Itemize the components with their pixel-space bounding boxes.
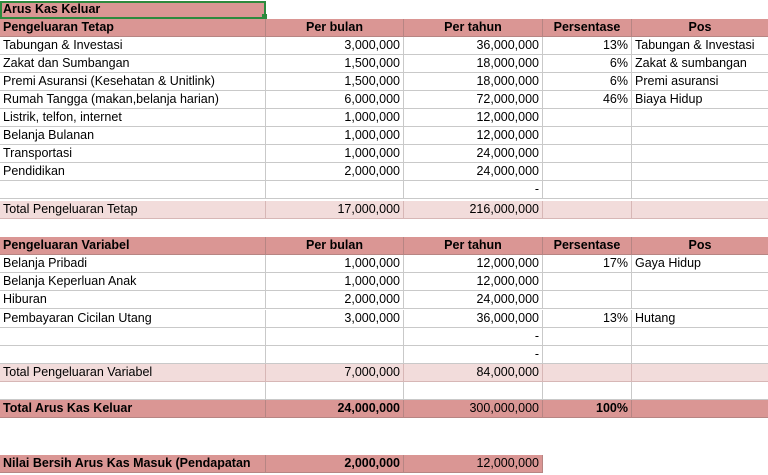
variable-header-yearly[interactable]: Per tahun [404, 237, 543, 255]
variable-total-yearly[interactable]: 84,000,000 [404, 364, 543, 382]
yearly-cell[interactable]: 36,000,000 [404, 310, 543, 328]
category-cell[interactable]: Zakat dan Sumbangan [0, 55, 266, 73]
table-row [0, 163, 768, 181]
category-cell[interactable]: Pendidikan [0, 163, 266, 181]
grand-total-row [0, 400, 768, 418]
category-cell[interactable]: Belanja Keperluan Anak [0, 273, 266, 291]
category-cell[interactable]: Belanja Bulanan [0, 127, 266, 145]
yearly-cell[interactable]: - [404, 328, 543, 346]
percentage-cell[interactable] [543, 127, 632, 145]
table-row [0, 310, 768, 328]
yearly-cell[interactable]: 72,000,000 [404, 91, 543, 109]
yearly-cell[interactable]: 24,000,000 [404, 163, 543, 181]
yearly-cell[interactable]: 18,000,000 [404, 73, 543, 91]
percentage-cell[interactable] [543, 346, 632, 364]
yearly-cell[interactable]: 36,000,000 [404, 37, 543, 55]
grand-total-yearly[interactable]: 300,000,000 [404, 400, 543, 418]
fixed-total-pos[interactable] [632, 201, 768, 219]
variable-total-percentage[interactable] [543, 364, 632, 382]
variable-header-pos[interactable]: Pos [632, 237, 768, 255]
yearly-cell[interactable]: 24,000,000 [404, 291, 543, 309]
category-cell[interactable]: Transportasi [0, 145, 266, 163]
pos-cell[interactable]: Tabungan & Investasi [632, 37, 768, 55]
fixed-total-percentage[interactable] [543, 201, 632, 219]
monthly-cell[interactable]: 1,000,000 [266, 145, 404, 163]
category-cell[interactable]: Rumah Tangga (makan,belanja harian) [0, 91, 266, 109]
monthly-cell[interactable]: 1,500,000 [266, 73, 404, 91]
percentage-cell[interactable] [543, 145, 632, 163]
title-cell[interactable]: Arus Kas Keluar [0, 1, 266, 19]
net-cashflow-yearly[interactable]: 12,000,000 [404, 455, 543, 473]
category-cell[interactable] [0, 346, 266, 364]
blank-cell[interactable] [543, 382, 632, 400]
grand-total-percentage[interactable]: 100% [543, 400, 632, 418]
percentage-cell[interactable] [543, 181, 632, 199]
monthly-cell[interactable]: 3,000,000 [266, 37, 404, 55]
net-cashflow-label[interactable]: Nilai Bersih Arus Kas Masuk (Pendapatan [0, 455, 266, 473]
table-row [0, 145, 768, 163]
percentage-cell[interactable]: 13% [543, 37, 632, 55]
yearly-cell[interactable]: 12,000,000 [404, 273, 543, 291]
yearly-cell[interactable]: 12,000,000 [404, 127, 543, 145]
fixed-header-pos[interactable]: Pos [632, 19, 768, 37]
blank-cell[interactable] [0, 382, 266, 400]
yearly-cell[interactable]: 18,000,000 [404, 55, 543, 73]
monthly-cell[interactable]: 1,000,000 [266, 273, 404, 291]
yearly-cell[interactable]: - [404, 181, 543, 199]
percentage-cell[interactable]: 17% [543, 255, 632, 273]
variable-total-row [0, 364, 768, 382]
table-row [0, 346, 768, 364]
monthly-cell[interactable]: 1,000,000 [266, 255, 404, 273]
monthly-cell[interactable]: 2,000,000 [266, 163, 404, 181]
pos-cell[interactable]: Gaya Hidup [632, 255, 768, 273]
monthly-cell[interactable] [266, 328, 404, 346]
blank-row [0, 382, 768, 400]
table-row [0, 328, 768, 346]
fixed-total-row [0, 201, 768, 219]
category-cell[interactable] [0, 181, 266, 199]
pos-cell[interactable] [632, 127, 768, 145]
fixed-total-monthly[interactable]: 17,000,000 [266, 201, 404, 219]
variable-header-monthly[interactable]: Per bulan [266, 237, 404, 255]
yearly-cell[interactable]: 24,000,000 [404, 145, 543, 163]
grand-total-pos[interactable] [632, 400, 768, 418]
pos-cell[interactable] [632, 109, 768, 127]
fixed-header-category[interactable]: Pengeluaran Tetap [0, 19, 266, 37]
net-cashflow-monthly[interactable]: 2,000,000 [266, 455, 404, 473]
pos-cell[interactable]: Premi asuransi [632, 73, 768, 91]
grand-total-monthly[interactable]: 24,000,000 [266, 400, 404, 418]
percentage-cell[interactable]: 6% [543, 73, 632, 91]
category-cell[interactable]: Hiburan [0, 291, 266, 309]
net-cashflow-row [0, 455, 543, 473]
percentage-cell[interactable]: 13% [543, 310, 632, 328]
blank-cell[interactable] [266, 382, 404, 400]
pos-cell[interactable] [632, 273, 768, 291]
pos-cell[interactable]: Biaya Hidup [632, 91, 768, 109]
pos-cell[interactable] [632, 291, 768, 309]
blank-cell[interactable] [632, 382, 768, 400]
category-cell[interactable]: Premi Asuransi (Kesehatan & Unitlink) [0, 73, 266, 91]
pos-cell[interactable] [632, 163, 768, 181]
pos-cell[interactable]: Hutang [632, 310, 768, 328]
variable-total-pos[interactable] [632, 364, 768, 382]
fixed-header-yearly[interactable]: Per tahun [404, 19, 543, 37]
variable-header-category[interactable]: Pengeluaran Variabel [0, 237, 266, 255]
table-row [0, 255, 768, 273]
monthly-cell[interactable]: 2,000,000 [266, 291, 404, 309]
category-cell[interactable]: Tabungan & Investasi [0, 37, 266, 55]
variable-header-percentage[interactable]: Persentase [543, 237, 632, 255]
table-row [0, 291, 768, 309]
table-row [0, 127, 768, 145]
pos-cell[interactable] [632, 181, 768, 199]
category-cell[interactable] [0, 328, 266, 346]
monthly-cell[interactable]: 3,000,000 [266, 310, 404, 328]
yearly-cell[interactable]: - [404, 346, 543, 364]
percentage-cell[interactable] [543, 291, 632, 309]
percentage-cell[interactable] [543, 328, 632, 346]
table-row [0, 109, 768, 127]
table-row [0, 55, 768, 73]
percentage-cell[interactable] [543, 273, 632, 291]
title-row [0, 1, 266, 19]
pos-cell[interactable]: Zakat & sumbangan [632, 55, 768, 73]
yearly-cell[interactable]: 12,000,000 [404, 255, 543, 273]
category-cell[interactable]: Pembayaran Cicilan Utang [0, 310, 266, 328]
variable-total-label[interactable]: Total Pengeluaran Variabel [0, 364, 266, 382]
monthly-cell[interactable]: 1,000,000 [266, 127, 404, 145]
monthly-cell[interactable]: 1,500,000 [266, 55, 404, 73]
monthly-cell[interactable] [266, 181, 404, 199]
grand-total-label[interactable]: Total Arus Kas Keluar [0, 400, 266, 418]
monthly-cell[interactable] [266, 346, 404, 364]
category-cell[interactable]: Listrik, telfon, internet [0, 109, 266, 127]
percentage-cell[interactable] [543, 163, 632, 181]
blank-cell[interactable] [404, 382, 543, 400]
pos-cell[interactable] [632, 145, 768, 163]
category-cell[interactable]: Belanja Pribadi [0, 255, 266, 273]
variable-header-row [0, 237, 768, 255]
monthly-cell[interactable]: 6,000,000 [266, 91, 404, 109]
percentage-cell[interactable]: 46% [543, 91, 632, 109]
fixed-header-monthly[interactable]: Per bulan [266, 19, 404, 37]
yearly-cell[interactable]: 12,000,000 [404, 109, 543, 127]
pos-cell[interactable] [632, 328, 768, 346]
fixed-header-row [0, 19, 768, 37]
monthly-cell[interactable]: 1,000,000 [266, 109, 404, 127]
fixed-total-label[interactable]: Total Pengeluaran Tetap [0, 201, 266, 219]
table-row [0, 73, 768, 91]
fixed-header-percentage[interactable]: Persentase [543, 19, 632, 37]
percentage-cell[interactable] [543, 109, 632, 127]
pos-cell[interactable] [632, 346, 768, 364]
fixed-total-yearly[interactable]: 216,000,000 [404, 201, 543, 219]
table-row [0, 181, 768, 199]
percentage-cell[interactable]: 6% [543, 55, 632, 73]
table-row [0, 37, 768, 55]
table-row [0, 91, 768, 109]
variable-total-monthly[interactable]: 7,000,000 [266, 364, 404, 382]
table-row [0, 273, 768, 291]
